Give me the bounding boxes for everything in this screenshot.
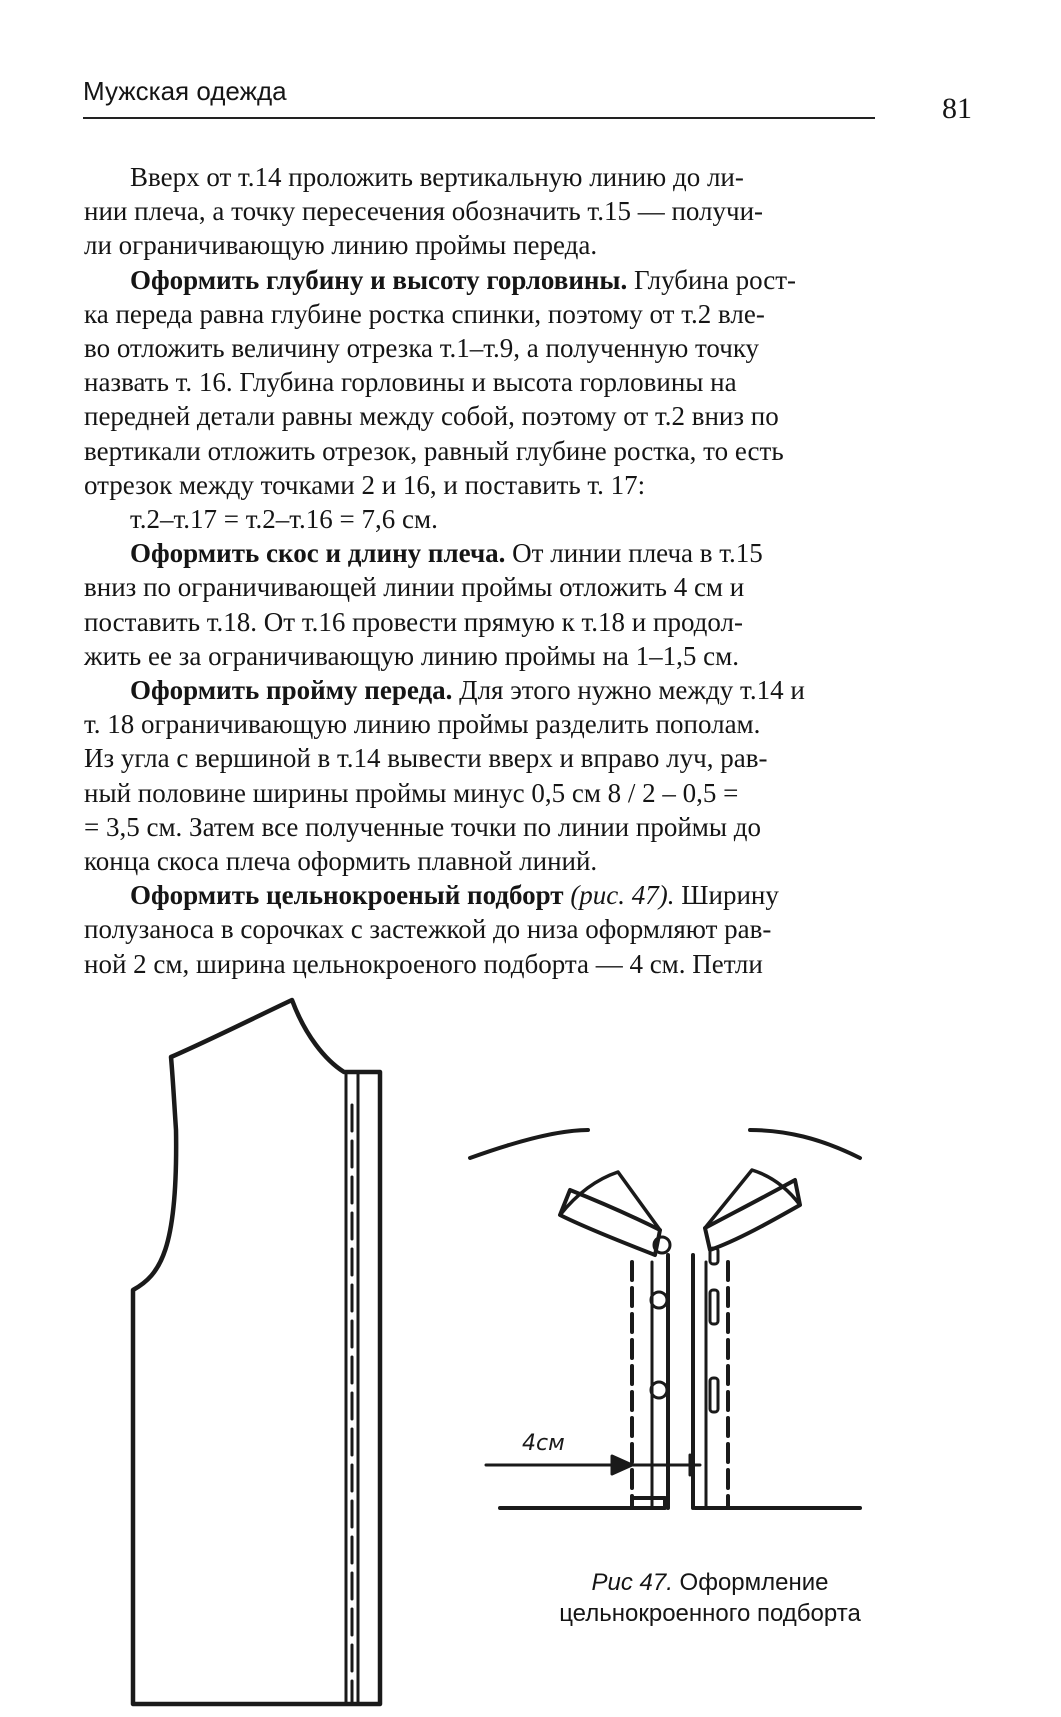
running-head: Мужская одежда: [83, 76, 287, 106]
text-line: Оформить скос и длину плеча. От линии плеча в т.15: [130, 538, 763, 569]
text-line: Вверх от т.14 проложить вертикальную линию до ли-: [130, 162, 744, 192]
text-line: Оформить глубину и высоту горловины. Глубина рост-: [130, 264, 797, 295]
caption-number: Рис 47.: [591, 1569, 673, 1596]
front-pattern-outline: [133, 1000, 380, 1704]
text-line: передней детали равны между собой, поэтому от т.2 вниз по: [84, 401, 779, 432]
buttonhole: [710, 1290, 718, 1324]
paragraph-heading: Оформить пройму переда.: [130, 675, 453, 706]
text-line: конца скоса плеча оформить плавной линий.: [84, 846, 598, 877]
text-line: во отложить величину отрезка т.1–т.9, а полученную точку: [84, 333, 760, 364]
text-line: т. 18 ограничивающую линию проймы разделить пополам.: [84, 709, 761, 740]
text-line: ка переда равна глубине ростка спинки, поэтому от т.2 вле-: [84, 298, 765, 329]
text-line: Оформить пройму переда. Для этого нужно между т.14 и: [130, 675, 805, 706]
figure-reference: (рис. 47).: [563, 880, 675, 911]
paragraph-heading: Оформить скос и длину плеча.: [130, 538, 506, 569]
paragraph-heading: Оформить глубину и высоту горловины.: [130, 264, 628, 295]
text-line: полузаноса в сорочках с застежкой до низа оформляют рав-: [84, 914, 772, 945]
formula-line: т.2–т.17 = т.2–т.16 = 7,6 см.: [130, 504, 438, 535]
left-shoulder-line: [470, 1130, 588, 1158]
text-line: Из угла с вершиной в т.14 вывести вверх и вправо луч, рав-: [84, 743, 768, 774]
page-number: 81: [942, 92, 972, 125]
text-line: нии плеча, а точку пересечения обозначить т.15 — получи-: [84, 196, 764, 227]
text-line: жить ее за ограничивающую линию проймы на 1–1,5 см.: [84, 640, 739, 671]
left-hem: [500, 1498, 665, 1508]
text-line: вниз по ограничивающей линии проймы отложить 4 см и: [84, 572, 745, 603]
text-line: ли ограничивающую линию проймы переда.: [84, 230, 598, 261]
text-line: ной 2 см, ширина цельнокроеного подборта — 4 см. Петли: [84, 948, 763, 979]
text-line: назвать т. 16. Глубина горловины и высота горловины на: [84, 367, 737, 398]
text-line: вертикали отложить отрезок, равный глубине ростка, то есть: [84, 435, 784, 466]
front-pattern-drawing: [133, 1000, 380, 1704]
text-line: отрезок между точками 2 и 16, и поставить т. 17:: [84, 469, 646, 500]
text-line: поставить т.18. От т.16 провести прямую к т.18 и продол-: [84, 606, 744, 637]
paragraph-heading: Оформить цельнокроеный подборт: [130, 880, 564, 911]
text-line: Оформить цельнокроеный подборт (рис. 47). Ширину: [130, 880, 779, 911]
dimension-arrow-head: [612, 1456, 632, 1474]
placket-detail-drawing: [470, 1130, 860, 1508]
dimension-label: 4см: [522, 1431, 565, 1456]
right-shoulder-line: [750, 1130, 860, 1158]
buttonhole: [710, 1378, 718, 1412]
text-line: = 3,5 см. Затем все полученные точки по линии проймы до: [84, 811, 761, 842]
caption-line: Рис 47. Оформление: [591, 1569, 829, 1596]
text-line: ный половине ширины проймы минус 0,5 см 8 / 2 – 0,5 =: [84, 777, 739, 808]
caption-line: цельнокроенного подборта: [559, 1600, 861, 1627]
figure-caption: [480, 1567, 940, 1629]
